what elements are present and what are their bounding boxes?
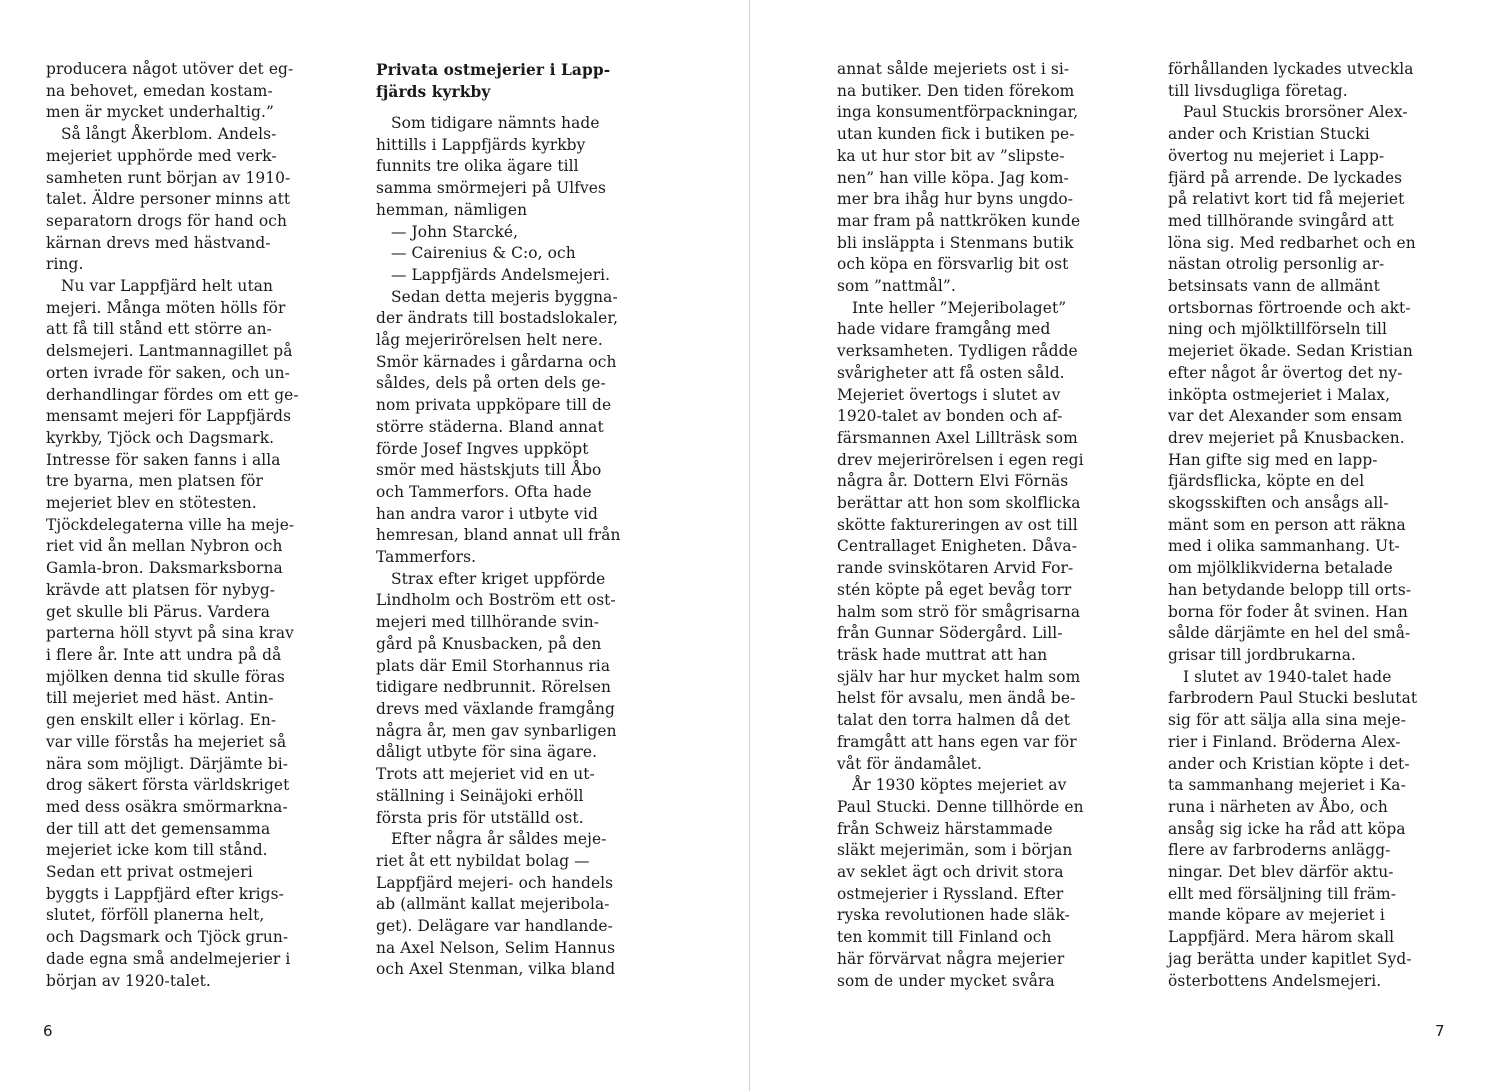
text-line: gård på Knusbacken, på den bbox=[376, 634, 602, 653]
text-line: han betydande belopp till orts- bbox=[1168, 580, 1412, 599]
text-line: berättar att hon som skolflicka bbox=[837, 494, 1081, 513]
text-line: farbrodern Paul Stucki beslutat bbox=[1168, 689, 1418, 708]
text-line: Tjöckdelegaterna ville ha meje- bbox=[46, 515, 295, 534]
text-line: som ”nattmål”. bbox=[837, 277, 956, 296]
text-line: derhandlingar fördes om ett ge- bbox=[46, 385, 299, 404]
text-line: hemman, nämligen bbox=[376, 200, 528, 219]
text-line: na behovet, emedan kostam- bbox=[46, 81, 273, 100]
text-line: slutet, förföll planerna helt, bbox=[46, 906, 265, 925]
text-line: ander och Kristian Stucki bbox=[1168, 125, 1370, 144]
text-line: jag berätta under kapitlet Syd- bbox=[1168, 949, 1412, 968]
text-line: na butiker. Den tiden förekom bbox=[837, 81, 1075, 100]
text-line: Privata ostmejerier i Lapp- bbox=[376, 61, 611, 79]
text-line: Paul Stucki. Denne tillhörde en bbox=[837, 797, 1084, 816]
text-line: såldes, dels på orten dels ge- bbox=[376, 374, 606, 393]
text-line: Trots att mejeriet vid en ut- bbox=[376, 765, 595, 784]
text-line: ring. bbox=[46, 255, 84, 274]
text-line: ta sammanhang mejeriet i Ka- bbox=[1168, 776, 1406, 795]
section-heading bbox=[376, 59, 621, 103]
text-line: släkt mejerimän, som i början bbox=[837, 841, 1073, 860]
text-line: utan kunden fick i butiken pe- bbox=[837, 125, 1075, 144]
text-line: mensamt mejeri för Lappfjärds bbox=[46, 407, 292, 426]
text-line: 1920-talet av bonden och af- bbox=[837, 407, 1063, 426]
text-line: i flere år. Inte att undra på då bbox=[46, 645, 282, 664]
text-line: drog säkert första världskriget bbox=[46, 776, 290, 795]
text-line: drevs med växlande framgång bbox=[376, 699, 615, 718]
text-line: våt för ändamålet. bbox=[837, 754, 982, 773]
text-line: ningar. Det blev därför aktu- bbox=[1168, 863, 1394, 882]
text-line: talat den torra halmen då det bbox=[837, 711, 1071, 730]
text-line: ander och Kristian köpte i det- bbox=[1168, 754, 1410, 773]
text-line: runa i närheten av Åbo, och bbox=[1168, 797, 1388, 816]
text-line: med dess osäkra smörmarkna- bbox=[46, 797, 288, 816]
text-line: att få till stånd ett större an- bbox=[46, 320, 272, 339]
text-line: hade vidare framgång med bbox=[837, 320, 1051, 339]
text-line: början av 1920-talet. bbox=[46, 971, 211, 990]
text-line: Som tidigare nämnts hade bbox=[376, 114, 600, 132]
text-line: Centrallaget Enigheten. Dåva- bbox=[837, 537, 1077, 556]
text-line: ka ut hur stor bit av ”slipste- bbox=[837, 146, 1065, 165]
text-line: ostmejerier i Ryssland. Efter bbox=[837, 884, 1064, 903]
text-line: Efter några år såldes meje- bbox=[376, 830, 607, 849]
text-line: svårigheter att få osten såld. bbox=[837, 363, 1065, 382]
text-line: förhållanden lyckades utveckla bbox=[1168, 60, 1414, 78]
text-line: — Lappfjärds Andelsmejeri. bbox=[376, 265, 611, 284]
text-line: av seklet ägt och drivit stora bbox=[837, 863, 1064, 882]
text-line: om mjölklikviderna betalade bbox=[1168, 559, 1393, 578]
column-3 bbox=[837, 59, 1084, 992]
text-line: mejeriet ökade. Sedan Kristian bbox=[1168, 342, 1413, 361]
text-line: Paul Stuckis brorsöner Alex- bbox=[1168, 103, 1408, 122]
text-line: samheten runt början av 1910- bbox=[46, 168, 291, 187]
text-line: kyrkby, Tjöck och Dagsmark. bbox=[46, 428, 275, 447]
text-line: hittills i Lappfjärds kyrkby bbox=[376, 135, 586, 154]
text-line: dade egna små andelmejerier i bbox=[46, 949, 291, 968]
text-line: Gamla-bron. Daksmarksborna bbox=[46, 559, 283, 578]
text-line: och Axel Stenman, vilka bland bbox=[376, 960, 616, 979]
text-line: och köpa en försvarlig bit ost bbox=[837, 255, 1069, 274]
text-line: grisar till jordbrukarna. bbox=[1168, 645, 1357, 664]
text-line: som de under mycket svåra bbox=[837, 971, 1055, 990]
text-line: större städerna. Bland annat bbox=[376, 417, 604, 436]
text-line: Han gifte sig med en lapp- bbox=[1168, 450, 1378, 469]
page-number-right: 7 bbox=[1435, 1022, 1445, 1040]
column-2-body bbox=[376, 113, 621, 981]
text-line: med tillhörande svingård att bbox=[1168, 211, 1394, 230]
page-gutter bbox=[749, 0, 750, 1091]
text-line: några år, men gav synbarligen bbox=[376, 721, 617, 740]
text-line: han andra varor i utbyte vid bbox=[376, 504, 598, 523]
text-line: ning och mjölktillförseln till bbox=[1168, 320, 1388, 339]
text-line: låg mejerirörelsen helt nere. bbox=[376, 331, 603, 350]
text-line: rande svinskötaren Arvid For- bbox=[837, 559, 1074, 578]
text-line: funnits tre olika ägare till bbox=[376, 157, 579, 176]
text-line: stén köpte på eget bevåg torr bbox=[837, 580, 1072, 599]
text-line: till mejeriet med häst. Antin- bbox=[46, 689, 274, 708]
text-line: ten kommit till Finland och bbox=[837, 928, 1052, 947]
text-line: framgått att hans egen var för bbox=[837, 732, 1077, 751]
text-line: övertog nu mejeriet i Lapp- bbox=[1168, 146, 1385, 165]
text-line: några år. Dottern Elvi Förnäs bbox=[837, 472, 1069, 491]
text-line: mejeriet upphörde med verk- bbox=[46, 146, 277, 165]
text-line: Nu var Lappfjärd helt utan bbox=[46, 277, 274, 296]
text-line: nästan otrolig personlig ar- bbox=[1168, 255, 1385, 274]
text-line: mejeriet icke kom till stånd. bbox=[46, 841, 268, 860]
text-line: separatorn drogs för hand och bbox=[46, 211, 287, 230]
text-line: Smör kärnades i gårdarna och bbox=[376, 352, 617, 371]
text-line: — Cairenius & C:o, och bbox=[376, 244, 576, 263]
text-line: träsk hade muttrat att han bbox=[837, 645, 1048, 664]
text-line: Sedan detta mejeris byggna- bbox=[376, 287, 618, 306]
text-line: I slutet av 1940-talet hade bbox=[1168, 667, 1392, 686]
text-line: halm som strö för smågrisarna bbox=[837, 602, 1081, 621]
text-line: med i olika sammanhang. Ut- bbox=[1168, 537, 1400, 556]
text-line: smör med hästskjuts till Åbo bbox=[376, 461, 602, 480]
text-line: tre byarna, men platsen för bbox=[46, 472, 263, 491]
text-line: annat sålde mejeriets ost i si- bbox=[837, 60, 1070, 78]
text-line: löna sig. Med redbarhet och en bbox=[1168, 233, 1416, 252]
column-1 bbox=[46, 59, 299, 992]
text-line: mejeri med tillhörande svin- bbox=[376, 613, 600, 632]
text-line: parterna höll styvt på sina krav bbox=[46, 624, 294, 643]
text-line: ortsbornas förtroende och akt- bbox=[1168, 298, 1411, 317]
text-line: mejeri. Många möten hölls för bbox=[46, 298, 286, 317]
text-line: fjärdsflicka, köpte en del bbox=[1168, 472, 1365, 491]
text-line: Så långt Åkerblom. Andels- bbox=[46, 125, 277, 144]
text-line: första pris för utställd ost. bbox=[376, 808, 584, 827]
text-line: verksamheten. Tydligen rådde bbox=[837, 342, 1078, 361]
text-line: och Dagsmark och Tjöck grun- bbox=[46, 928, 289, 947]
text-line: mjölken denna tid skulle föras bbox=[46, 667, 285, 686]
text-line: var ville förstås ha mejeriet så bbox=[46, 732, 287, 751]
text-line: och Tammerfors. Ofta hade bbox=[376, 482, 592, 501]
text-line: — John Starcké, bbox=[376, 222, 519, 241]
text-line: mänt som en person att räkna bbox=[1168, 515, 1406, 534]
text-line: samma smörmejeri på Ulfves bbox=[376, 179, 607, 198]
text-line: Mejeriet övertogs i slutet av bbox=[837, 385, 1061, 404]
text-line: get). Delägare var handlande- bbox=[376, 917, 613, 936]
text-line: men är mycket underhaltig.” bbox=[46, 103, 274, 122]
text-line: inköpta ostmejeriet i Malax, bbox=[1168, 385, 1391, 404]
text-line: ryska revolutionen hade släk- bbox=[837, 906, 1070, 925]
text-line: förde Josef Ingves uppköpt bbox=[376, 439, 589, 458]
text-line: gen enskilt eller i körlag. En- bbox=[46, 711, 277, 730]
text-line: drev mejerirörelsen i egen regi bbox=[837, 450, 1084, 469]
text-line: själv har hur mycket halm som bbox=[837, 667, 1081, 686]
text-line: Intresse för saken fanns i alla bbox=[46, 450, 281, 469]
text-line: År 1930 köptes mejeriet av bbox=[837, 776, 1067, 795]
text-line: dåligt utbyte för sina ägare. bbox=[376, 743, 598, 762]
column-2 bbox=[376, 59, 621, 981]
text-line: mejeriet blev en stötesten. bbox=[46, 494, 257, 513]
text-line: österbottens Andelsmejeri. bbox=[1168, 971, 1382, 990]
text-line: bli insläppta i Stenmans butik bbox=[837, 233, 1074, 252]
text-line: mar fram på nattkröken kunde bbox=[837, 211, 1081, 230]
text-line: delsmejeri. Lantmannagillet på bbox=[46, 342, 293, 361]
text-line: drev mejeriet på Knusbacken. bbox=[1168, 428, 1405, 447]
text-line: krävde att platsen för nybyg- bbox=[46, 580, 276, 599]
text-line: Lappfjärd mejeri- och handels bbox=[376, 873, 614, 892]
text-line: efter något år övertog det ny- bbox=[1168, 363, 1403, 382]
text-line: på relativt kort tid få mejeriet bbox=[1168, 190, 1405, 209]
text-line: skogsskiften och ansågs all- bbox=[1168, 494, 1389, 513]
text-line: fjärds kyrkby bbox=[376, 83, 491, 101]
text-line: Strax efter kriget uppförde bbox=[376, 569, 606, 588]
text-line: nom privata uppköpare till de bbox=[376, 396, 612, 415]
text-line: Tammerfors. bbox=[376, 548, 477, 567]
text-line: till livsdugliga företag. bbox=[1168, 81, 1348, 100]
text-line: na Axel Nelson, Selim Hannus bbox=[376, 938, 616, 957]
text-line: der ändrats till bostadslokaler, bbox=[376, 309, 619, 328]
text-line: ellt med försäljning till främ- bbox=[1168, 884, 1397, 903]
page-number-left: 6 bbox=[43, 1022, 53, 1040]
text-line: Inte heller ”Mejeribolaget” bbox=[837, 298, 1067, 317]
text-line: byggts i Lappfjärd efter krigs- bbox=[46, 884, 284, 903]
text-line: ansåg sig icke ha råd att köpa bbox=[1168, 819, 1406, 838]
text-line: talet. Äldre personer minns att bbox=[46, 190, 291, 209]
text-line: ställning i Seinäjoki erhöll bbox=[376, 786, 584, 805]
text-line: tidigare nedbrunnit. Rörelsen bbox=[376, 678, 612, 697]
text-line: skötte faktureringen av ost till bbox=[837, 515, 1078, 534]
text-line: Lindholm och Boström ett ost- bbox=[376, 591, 616, 610]
text-line: sig för att sälja alla sina meje- bbox=[1168, 711, 1407, 730]
text-line: riet vid ån mellan Nybron och bbox=[46, 537, 283, 556]
text-line: sålde därjämte en hel del små- bbox=[1168, 624, 1411, 643]
text-line: flere av farbroderns anlägg- bbox=[1168, 841, 1391, 860]
text-line: färsmannen Axel Lillträsk som bbox=[837, 428, 1078, 447]
text-line: orten ivrade för saken, och un- bbox=[46, 363, 290, 382]
text-line: riet åt ett nybildat bolag — bbox=[376, 851, 590, 870]
text-line: nära som möjligt. Därjämte bi- bbox=[46, 754, 289, 773]
column-4 bbox=[1168, 59, 1417, 992]
text-line: der till att det gemensamma bbox=[46, 819, 271, 838]
text-line: hemresan, bland annat ull från bbox=[376, 526, 621, 545]
text-line: nen” han ville köpa. Jag kom- bbox=[837, 168, 1069, 187]
text-line: inga konsumentförpackningar, bbox=[837, 103, 1079, 122]
text-line: rier i Finland. Bröderna Alex- bbox=[1168, 732, 1401, 751]
text-line: mer bra ihåg hur byns ungdo- bbox=[837, 190, 1074, 209]
text-line: från Gunnar Södergård. Lill- bbox=[837, 624, 1063, 643]
text-line: helst för avsalu, men ändå be- bbox=[837, 689, 1076, 708]
text-line: plats där Emil Storhannus ria bbox=[376, 656, 611, 675]
text-line: mande köpare av mejeriet i bbox=[1168, 906, 1385, 925]
text-line: kärnan drevs med hästvand- bbox=[46, 233, 271, 252]
text-line: Sedan ett privat ostmejeri bbox=[46, 863, 253, 882]
text-line: ab (allmänt kallat mejeribola- bbox=[376, 895, 610, 914]
text-line: fjärd på arrende. De lyckades bbox=[1168, 168, 1403, 187]
text-line: get skulle bli Pärus. Vardera bbox=[46, 602, 271, 621]
text-line: betsinsats vann de allmänt bbox=[1168, 277, 1380, 296]
text-line: var det Alexander som ensam bbox=[1168, 407, 1403, 426]
text-line: producera något utöver det eg- bbox=[46, 60, 294, 78]
text-line: borna för foder åt svinen. Han bbox=[1168, 602, 1408, 621]
text-line: Lappfjärd. Mera härom skall bbox=[1168, 928, 1395, 947]
text-line: här förvärvat några mejerier bbox=[837, 949, 1065, 968]
text-line: från Schweiz härstammade bbox=[837, 819, 1053, 838]
